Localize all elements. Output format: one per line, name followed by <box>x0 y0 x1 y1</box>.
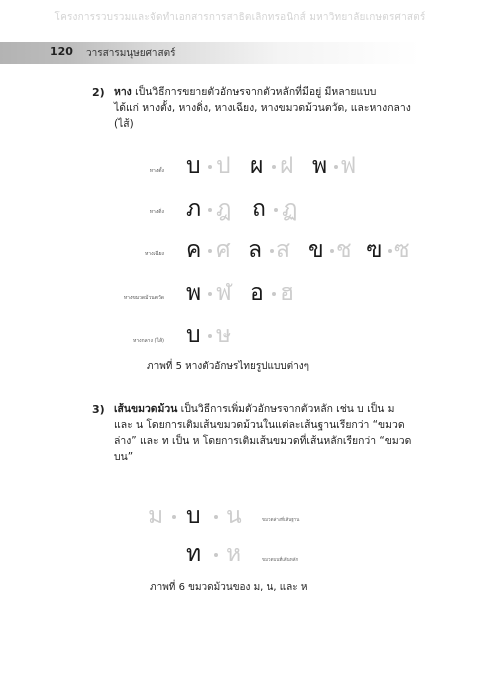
arrow-dot <box>208 208 212 212</box>
figure-6-note-bottom-loop: ขมวดล่างที่เส้นฐาน <box>262 518 300 523</box>
section-3-line-3: ล่าง” และ ท เป็น ห โดยการเติมเส้นขมวดที่เส้นหลักเรียกว่า “ขมวด <box>114 435 412 447</box>
arrow-dot <box>172 515 176 519</box>
glyph-derived: ป <box>216 153 231 179</box>
glyph-derived: ฏ <box>282 196 298 222</box>
figure-6-note-top-loop: ขมวดบนที่เส้นหลัก <box>262 558 299 563</box>
glyph-derived: ช <box>336 237 352 263</box>
glyph-derived: ษ <box>216 322 232 348</box>
section-2-number: 2) <box>92 86 105 99</box>
section-2-term: หาง <box>114 86 132 98</box>
glyph-base: บ <box>186 153 201 179</box>
section-3-paragraph <box>114 401 444 465</box>
row-label-hang-ding: หางดิ่ง <box>149 209 164 215</box>
glyph-base: ค <box>186 237 202 263</box>
row-label-hang-tang: หางตั้ง <box>149 168 164 174</box>
glyph-base: พ <box>312 153 328 179</box>
section-3-number: 3) <box>92 403 105 416</box>
glyph-base: ท <box>186 541 202 567</box>
arrow-dot <box>214 515 218 519</box>
section-2-line-3: (ไส้) <box>114 118 134 130</box>
glyph-derived: ฬ <box>216 280 232 306</box>
arrow-dot <box>208 292 212 296</box>
arrow-dot <box>208 334 212 338</box>
arrow-dot <box>274 208 278 212</box>
document-header-line: โครงการรวบรวมและจัดทำเอกสารการสาธิตเลิกทรอนิกส์ มหาวิทยาลัยเกษตรศาสตร์ <box>54 12 426 23</box>
glyph-base: บ <box>186 503 201 529</box>
arrow-dot <box>330 249 334 253</box>
arrow-dot <box>272 292 276 296</box>
section-2-line-1: เป็นวิธีการขยายตัวอักษรจากตัวหลักที่มีอยู่ มีหลายแบบ <box>135 86 377 98</box>
glyph-base: ผ <box>250 153 264 179</box>
arrow-dot <box>208 249 212 253</box>
row-label-hang-chiang: หางเฉียง <box>144 251 164 257</box>
glyph-base: ถ <box>252 196 266 222</box>
glyph-derived: ฎ <box>216 196 232 222</box>
figure-5-caption: ภาพที่ 5 หางตัวอักษรไทยรูปแบบต่างๆ <box>147 361 310 372</box>
glyph-derived: ฟ <box>340 153 357 179</box>
glyph-derived: ส <box>276 237 291 263</box>
section-3-line-1: เป็นวิธีการเพิ่มตัวอักษรจากตัวหลัก เช่น บ เป็น ม <box>180 403 395 415</box>
row-label-hang-khamuat: หางขมวดม้วนตวัด <box>123 295 164 301</box>
glyph-base: ข <box>308 237 324 263</box>
glyph-base: บ <box>186 322 201 348</box>
section-2-paragraph <box>114 84 434 132</box>
glyph-derived: ศ <box>216 237 231 263</box>
arrow-dot <box>272 165 276 169</box>
glyph-base: ล <box>248 237 263 263</box>
glyph-base: พ <box>186 280 202 306</box>
section-3-term: เส้นขมวดม้วน <box>114 403 178 415</box>
glyph-base: อ <box>250 280 264 306</box>
glyph-derived: น <box>226 503 242 529</box>
figure-6-caption: ภาพที่ 6 ขมวดม้วนของ ม, น, และ ห <box>150 582 308 593</box>
glyph-derived: ห <box>226 541 242 567</box>
arrow-dot <box>208 165 212 169</box>
arrow-dot <box>388 249 392 253</box>
arrow-dot <box>334 165 338 169</box>
arrow-dot <box>270 249 274 253</box>
glyph-derived: ม <box>148 503 164 529</box>
page-number: 120 <box>50 45 73 58</box>
glyph-derived: ฝ <box>280 153 294 179</box>
section-2-line-2: ได้แก่ หางตั้ง, หางดิ่ง, หางเฉียง, หางขมวดม้วนตวัด, และหางกลาง <box>114 102 411 114</box>
glyph-base: ภ <box>186 196 202 222</box>
row-label-hang-klang: หางกลาง (ไส้) <box>133 338 164 344</box>
glyph-base: ฃ <box>366 237 383 263</box>
section-3-line-4: บน” <box>114 451 134 463</box>
section-3-line-2: และ น โดยการเติมเส้นขมวดม้วนในแต่ละเส้นฐานเรียกว่า “ขมวด <box>114 419 405 431</box>
arrow-dot <box>214 553 218 557</box>
running-title: วารสารมนุษยศาสตร์ <box>86 48 176 59</box>
glyph-derived: ฮ <box>280 280 295 306</box>
glyph-derived: ซ <box>394 237 410 263</box>
